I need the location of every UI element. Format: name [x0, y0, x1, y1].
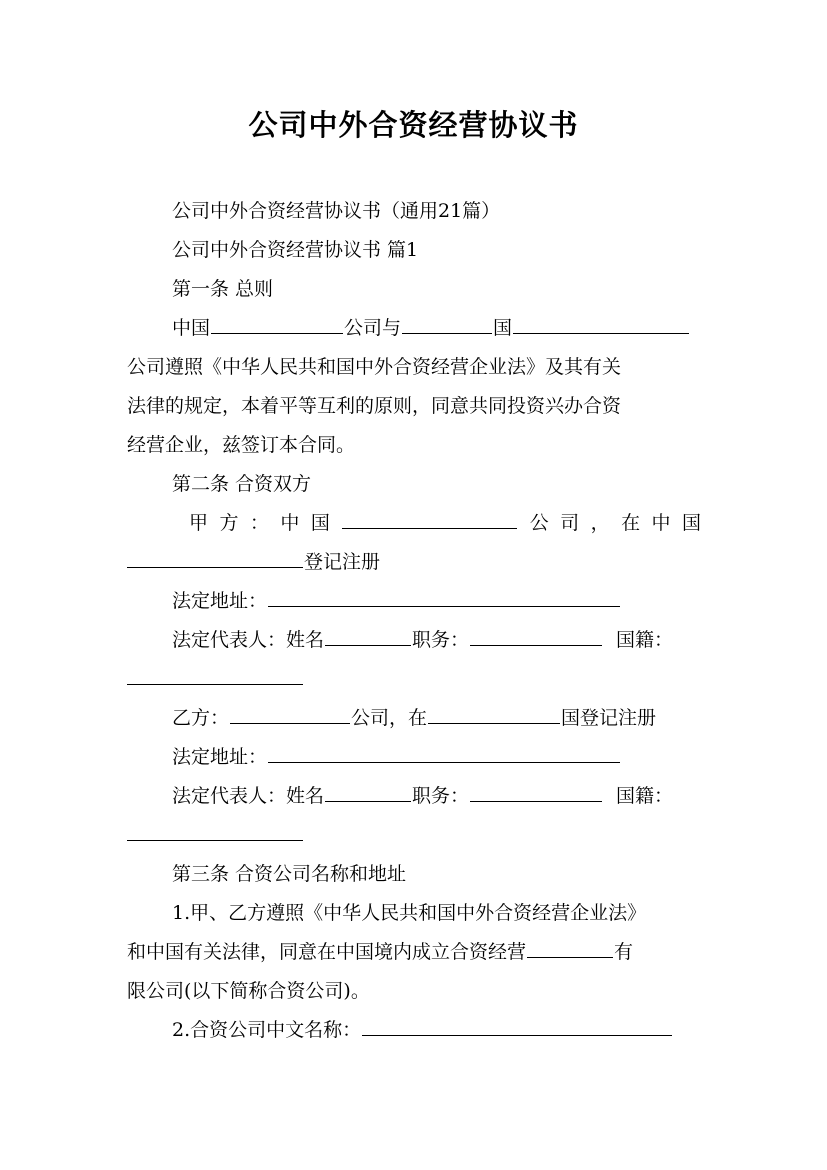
article-3-text-end: 有 — [614, 941, 634, 963]
party-a-char: 司 — [560, 512, 580, 534]
party-a-char: ， — [590, 512, 610, 534]
article-1-line-3: 法律的规定，本着平等互利的原则，同意共同投资兴办合资 — [127, 395, 622, 417]
party-b-country-blank — [428, 705, 560, 724]
rep-name-label: 法定代表人：姓名 — [172, 629, 325, 651]
party-a-char: 甲 — [189, 512, 209, 534]
chinese-company-blank — [211, 315, 343, 334]
article-2-heading: 第二条 合资双方 — [172, 473, 312, 495]
article-3-text: 和中国有关法律，同意在中国境内成立合资经营 — [127, 941, 527, 963]
rep-title-blank — [470, 627, 602, 646]
party-b-rep-line — [172, 782, 701, 810]
rep-title-blank — [470, 783, 602, 802]
party-b-label: 乙方： — [172, 707, 230, 729]
party-a-char: 国 — [310, 512, 330, 534]
article-3-para-1-line-1: 1.甲、乙方遵照《中华人民共和国中外合资经营企业法》 — [172, 902, 647, 924]
rep-title-label: 职务： — [412, 785, 470, 807]
china-label: 中国 — [172, 317, 211, 339]
party-a-company-blank — [342, 510, 517, 529]
chinese-name-blank — [362, 1017, 672, 1036]
party-a-place-blank — [127, 549, 303, 568]
register-label: 登记注册 — [304, 551, 381, 573]
rep-nationality-label: 国籍： — [616, 629, 674, 651]
article-1-heading: 第一条 总则 — [172, 278, 274, 300]
party-b-line — [172, 704, 701, 732]
party-b-company-blank — [230, 705, 350, 724]
country-label: 国 — [493, 317, 513, 339]
party-a-line — [189, 509, 701, 537]
party-b-address-line — [172, 743, 701, 771]
address-blank — [268, 744, 620, 763]
rep-name-blank — [325, 783, 411, 802]
party-a-char: 国 — [681, 512, 701, 534]
party-a-rep-line — [172, 626, 701, 654]
rep-name-label: 法定代表人：姓名 — [172, 785, 325, 807]
article-3-para-1-line-2 — [127, 938, 701, 966]
rep-nationality-label: 国籍： — [616, 785, 674, 807]
party-a-char: 公 — [529, 512, 549, 534]
party-a-char: 中 — [651, 512, 671, 534]
nationality-blank — [127, 666, 303, 685]
address-label: 法定地址： — [172, 590, 268, 612]
party-b-company-label: 公司，在 — [351, 707, 428, 729]
company-type-blank — [527, 939, 613, 958]
chinese-name-label: 2.合资公司中文名称： — [172, 1019, 362, 1041]
rep-title-label: 职务： — [412, 629, 470, 651]
party-a-address-line — [172, 587, 701, 615]
party-a-line-2 — [127, 548, 701, 576]
foreign-company-blank — [513, 315, 689, 334]
chapter-heading: 公司中外合资经营协议书 篇1 — [172, 239, 419, 261]
country-blank — [402, 315, 492, 334]
address-blank — [268, 588, 620, 607]
chinese-name-line — [172, 1016, 701, 1044]
party-a-char: ： — [249, 512, 269, 534]
party-a-char: 在 — [621, 512, 641, 534]
article-1-line-2: 公司遵照《中华人民共和国中外合资经营企业法》及其有关 — [127, 356, 622, 378]
company-and-label: 公司与 — [344, 317, 402, 339]
article-1-line-4: 经营企业，兹签订本合同。 — [127, 434, 356, 456]
address-label: 法定地址： — [172, 746, 268, 768]
party-a-char: 中 — [280, 512, 300, 534]
party-b-register-label: 国登记注册 — [561, 707, 657, 729]
document-title: 公司中外合资经营协议书 — [248, 108, 579, 142]
nationality-blank — [127, 822, 303, 841]
party-a-nationality-line — [127, 665, 701, 693]
article-1-line-1 — [172, 314, 701, 342]
party-a-char: 方 — [219, 512, 239, 534]
rep-name-blank — [325, 627, 411, 646]
article-3-para-1-line-3: 限公司(以下简称合资公司)。 — [127, 980, 370, 1002]
party-b-nationality-line — [127, 821, 701, 849]
article-3-heading: 第三条 合资公司名称和地址 — [172, 863, 407, 885]
document-subtitle: 公司中外合资经营协议书（通用21篇） — [172, 200, 501, 222]
